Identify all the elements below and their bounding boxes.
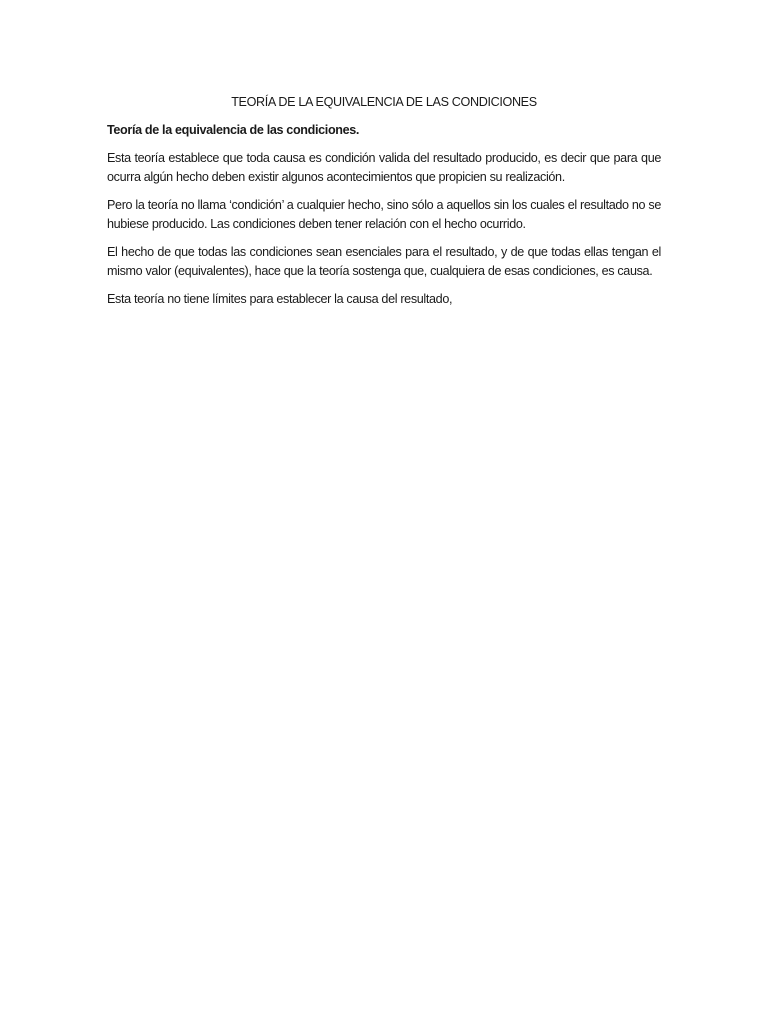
document-subtitle: Teoría de la equivalencia de las condiciones. xyxy=(107,123,360,137)
document-title: TEORÍA DE LA EQUIVALENCIA DE LAS CONDICIONES xyxy=(231,95,537,109)
paragraph: Esta teoría no tiene límites para establecer la causa del resultado, xyxy=(107,292,453,306)
document-body xyxy=(107,93,661,318)
paragraph: Esta teoría establece que toda causa es condición valida del resultado producido, es decir que para que ocurra algún hecho deben existir algunos acontecimientos que propicien su realización. xyxy=(107,151,661,184)
paragraph: El hecho de que todas las condiciones sean esenciales para el resultado, y de que todas ellas tengan el mismo valor (equivalentes), hace que la teoría sostenga que, cualquiera de esas condiciones, es causa. xyxy=(107,245,661,278)
paragraph: Pero la teoría no llama ‘condición’ a cualquier hecho, sino sólo a aquellos sin los cuales el resultado no se hubiese producido. Las condiciones deben tener relación con el hecho ocurrido. xyxy=(107,198,661,231)
